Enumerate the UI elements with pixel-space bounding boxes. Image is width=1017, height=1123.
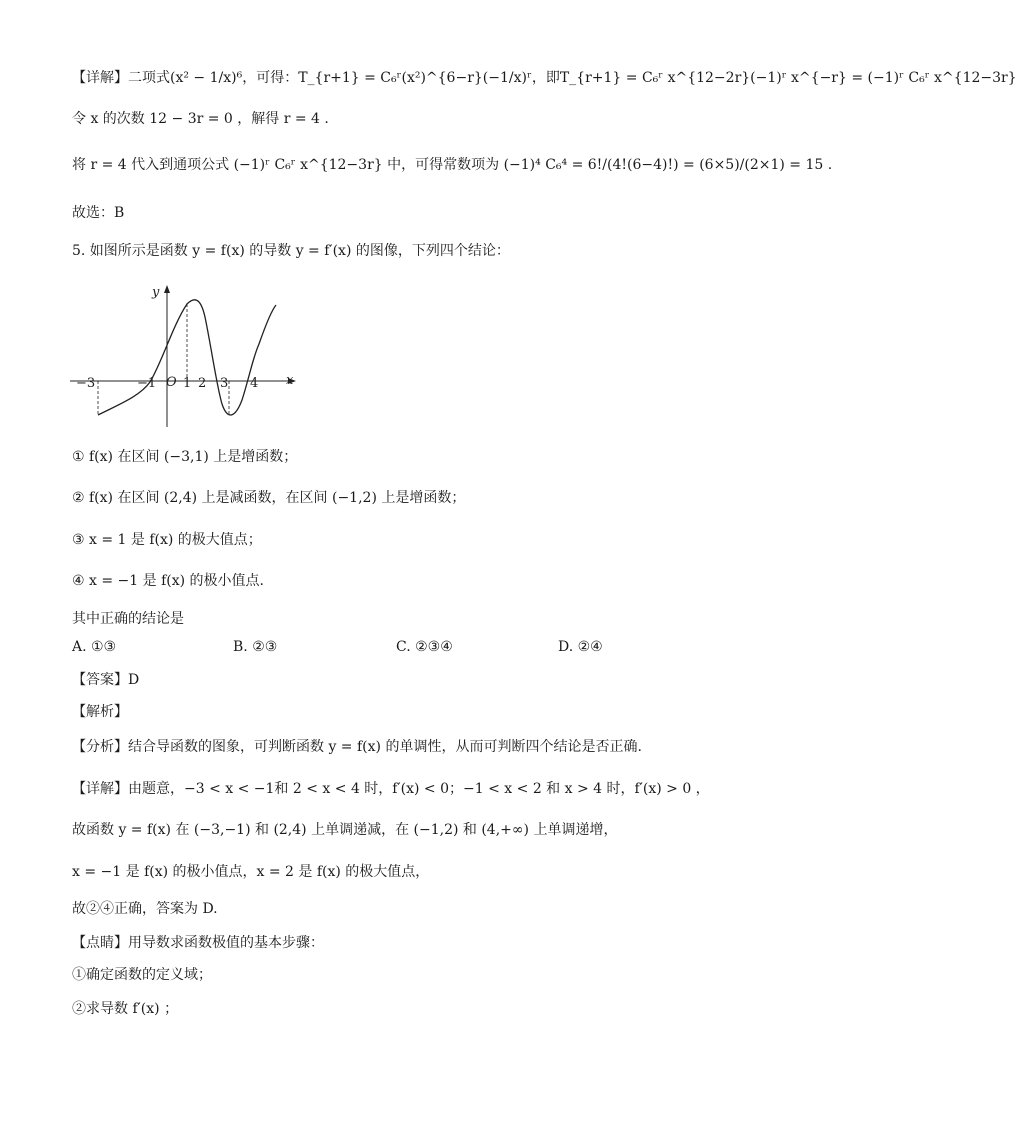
option-a: A. ①③ <box>72 639 117 655</box>
analysis-heading: 【解析】 <box>72 704 128 720</box>
conclusion-3: ③ x = 1 是 f(x) 的极大值点； <box>72 532 262 548</box>
derivative-curve <box>98 300 276 415</box>
constant-term-line: 将 r = 4 代入到通项公式 (−1)ʳ C₆ʳ x^{12−3r} 中，可得常数项为 (−1)⁴ C₆⁴ = 6!/(4!(6−4)!) = (6×5)/(2×1) = 15 . <box>72 157 833 173</box>
tick-neg3: −3 <box>76 376 96 391</box>
option-c: C. ②③④ <box>396 639 453 655</box>
answer-label: 【答案】D <box>72 672 140 688</box>
step-1: ①确定函数的定义域； <box>72 967 212 983</box>
detail-line-2: 故函数 y = f(x) 在 (−3,−1) 和 (2,4) 上单调递减，在 (−1,2) 和 (4,+∞) 上单调递增， <box>72 822 618 838</box>
detail-line-3: x = −1 是 f(x) 的极小值点，x = 2 是 f(x) 的极大值点， <box>72 864 430 880</box>
derivative-graph <box>70 282 310 432</box>
question-prompt: 其中正确的结论是 <box>72 611 184 627</box>
x-axis-label: x <box>286 373 294 388</box>
option-d: D. ②④ <box>558 639 603 655</box>
analysis-summary: 【分析】结合导函数的图象，可判断函数 y = f(x) 的单调性，从而可判断四个结论是否正确. <box>72 739 642 755</box>
origin-label: O <box>166 375 177 390</box>
tick-neg1: −1 <box>137 376 157 391</box>
conclusion-4: ④ x = −1 是 f(x) 的极小值点. <box>72 573 264 589</box>
detail-line-4: 故②④正确，答案为 D. <box>72 901 218 917</box>
solution-detail-line-1: 【详解】二项式(x² − 1/x)⁶，可得：T_{r+1} = C₆ʳ(x²)^{6−r}(−1/x)ʳ，即T_{r+1} = C₆ʳ x^{12−2r}(−1)ʳ x^{−r} = (−1)ʳ C₆ʳ x^{12−3r} <box>72 70 1017 86</box>
tick-4: 4 <box>250 376 259 391</box>
conclusion-2: ② f(x) 在区间 (2,4) 上是减函数，在区间 (−1,2) 上是增函数； <box>72 490 466 506</box>
conclusion-1: ① f(x) 在区间 (−3,1) 上是增函数； <box>72 449 298 465</box>
question-5-stem: 5. 如图所示是函数 y = f(x) 的导数 y = f′(x) 的图像，下列四个结论： <box>72 243 510 259</box>
remark-heading: 【点睛】用导数求函数极值的基本步骤： <box>72 935 324 951</box>
solution-detail-line-2: 令 x 的次数 12 − 3r = 0 ，解得 r = 4 . <box>72 111 329 127</box>
tick-3: 3 <box>220 376 229 391</box>
option-b: B. ②③ <box>233 639 278 655</box>
detail-line-1: 【详解】由题意，−3 < x < −1和 2 < x < 4 时，f′(x) < 0；−1 < x < 2 和 x > 4 时，f′(x) > 0 ， <box>72 781 710 797</box>
step-2: ②求导数 f′(x) ； <box>72 1001 179 1017</box>
tick-2: 2 <box>198 376 207 391</box>
y-axis-arrow <box>164 285 170 293</box>
choice-line: 故选：B <box>72 205 125 221</box>
tick-1: 1 <box>183 376 192 391</box>
y-axis-label: y <box>152 285 160 300</box>
